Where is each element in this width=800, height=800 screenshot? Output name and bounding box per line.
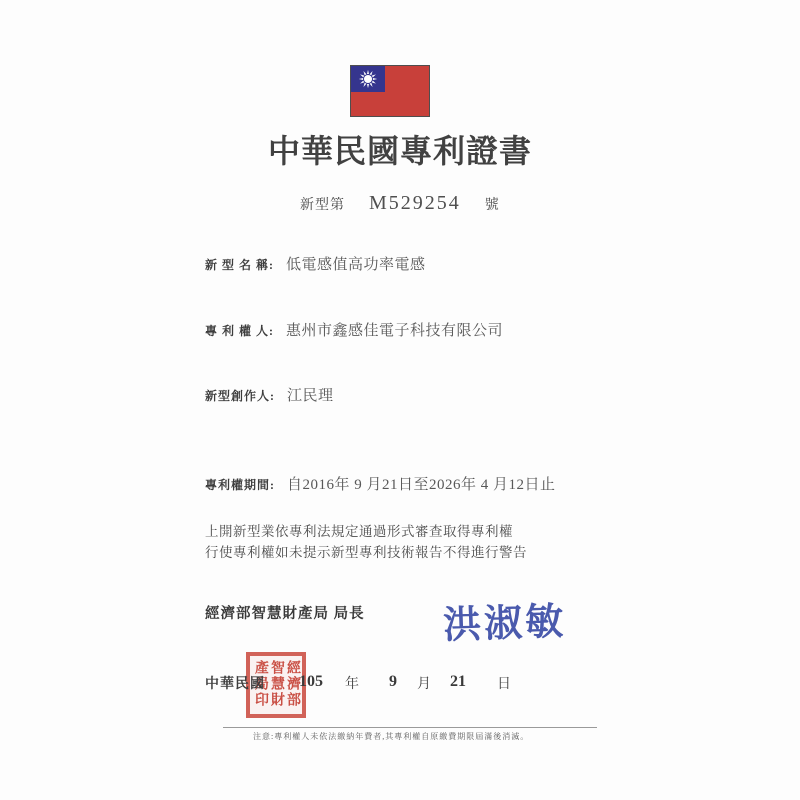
field-label: 新 型 名 稱: bbox=[205, 258, 274, 272]
field-row-patentee bbox=[205, 319, 503, 340]
field-row-creator bbox=[205, 384, 334, 405]
field-value: 惠州市鑫感佳電子科技有限公司 bbox=[286, 323, 504, 339]
field-label: 專利權期間: bbox=[205, 478, 275, 492]
seal-script-text: 經濟部智慧財產局印 bbox=[253, 660, 300, 708]
patent-number-suffix: 號 bbox=[484, 198, 500, 213]
patent-number-prefix: 新型第 bbox=[300, 198, 345, 213]
footnote-text: 注意:專利權人未依法繳納年費者,其專利權自原繳費期限屆滿後消滅。 bbox=[253, 732, 530, 741]
legal-notice-line-2: 行使專利權如未提示新型專利技術報告不得進行警告 bbox=[205, 545, 527, 560]
director-signature: 洪淑敏 bbox=[442, 600, 567, 648]
legal-notice bbox=[205, 521, 527, 563]
roc-flag-icon bbox=[350, 65, 430, 117]
field-value: 自2016年 9 月21日至2026年 4 月12日止 bbox=[287, 477, 556, 493]
date-month-unit: 月 bbox=[417, 677, 431, 692]
certificate-title: 中華民國專利證書 bbox=[267, 133, 532, 169]
date-day: 21 bbox=[450, 673, 466, 690]
field-label: 專 利 權 人: bbox=[205, 324, 274, 338]
date-year: 105 bbox=[299, 673, 323, 690]
field-value: 低電感值高功率電感 bbox=[286, 257, 426, 273]
date-year-unit: 年 bbox=[345, 677, 359, 692]
legal-notice-line-1: 上開新型業依專利法規定通過形式審查取得專利權 bbox=[205, 524, 513, 539]
field-value: 江民理 bbox=[287, 388, 334, 404]
sun-icon bbox=[357, 68, 379, 90]
field-row-model-name bbox=[205, 253, 426, 274]
field-label: 新型創作人: bbox=[205, 389, 275, 403]
patent-number: M529254 bbox=[369, 192, 461, 214]
issuer-title: 經濟部智慧財產局 局長 bbox=[205, 606, 365, 622]
date-day-unit: 日 bbox=[497, 677, 511, 692]
flag-canton bbox=[351, 66, 385, 92]
field-row-patent-term bbox=[205, 473, 556, 494]
patent-number-line bbox=[300, 192, 500, 215]
date-era: 中華民國 bbox=[205, 677, 265, 692]
footnote-divider bbox=[223, 727, 597, 728]
date-month: 9 bbox=[389, 673, 397, 690]
